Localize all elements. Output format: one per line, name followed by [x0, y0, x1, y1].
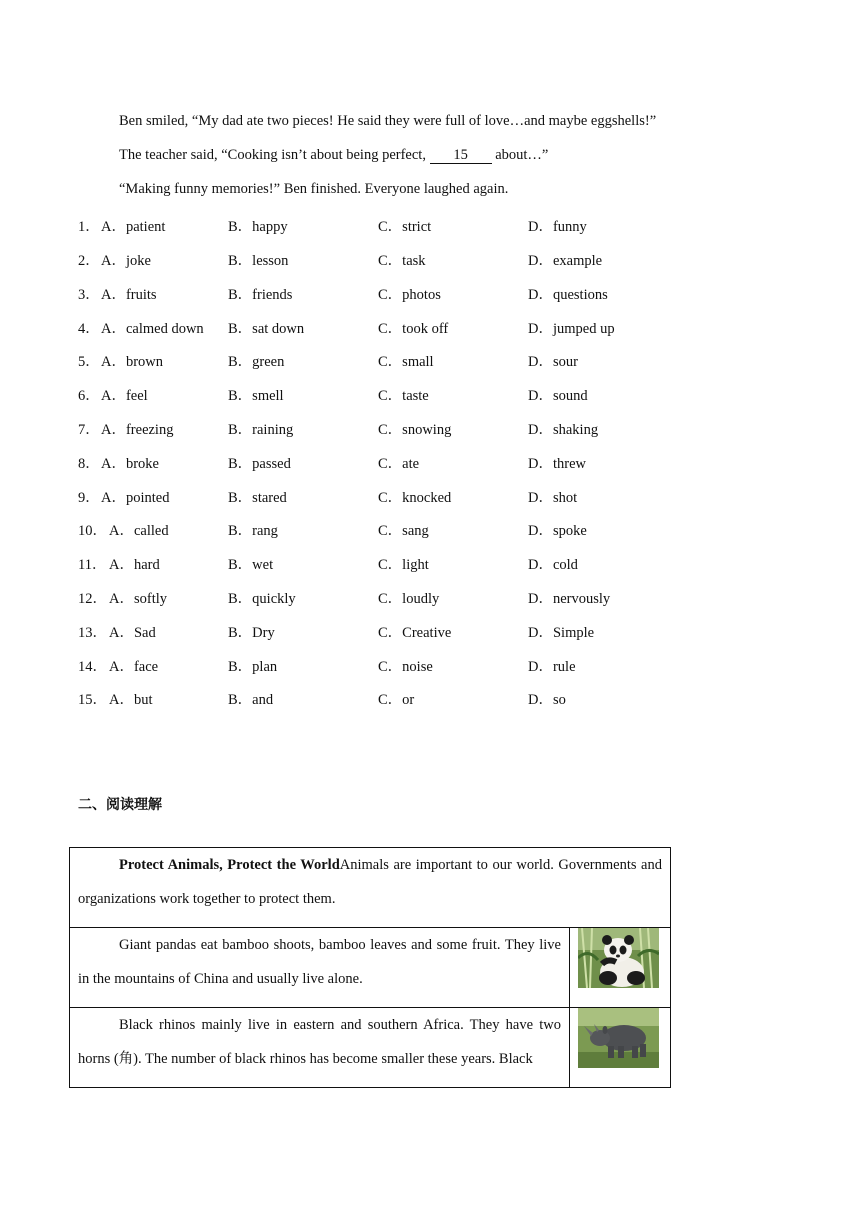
question-number: 14．	[78, 659, 107, 675]
question-row	[78, 317, 778, 337]
question-number: 8．	[78, 456, 100, 472]
option-d: D．spoke	[528, 523, 587, 539]
question-number: 1．	[78, 219, 100, 235]
option-c: C．taste	[378, 388, 429, 404]
option-a: A．but	[109, 692, 153, 708]
option-d: D．cold	[528, 557, 578, 573]
option-a: A．patient	[101, 219, 166, 235]
reading-intro: Animals are important to our world. Governments and organizations work together to protect them.	[78, 857, 662, 907]
option-a: A．Sad	[109, 625, 156, 641]
passage-line-1: Ben smiled, “My dad ate two pieces! He said they were full of love…and maybe eggshells!”	[119, 113, 657, 129]
option-c: C．sang	[378, 523, 429, 539]
question-row	[78, 688, 778, 708]
question-row	[78, 452, 778, 472]
option-a: A．freezing	[101, 422, 174, 438]
option-b: B．green	[228, 354, 285, 370]
reading-panda-row	[70, 928, 671, 1008]
option-a: A．softly	[109, 591, 167, 607]
option-d: D．example	[528, 253, 603, 269]
question-number: 7．	[78, 422, 100, 438]
option-c: C．snowing	[378, 422, 452, 438]
option-b: B．quickly	[228, 591, 296, 607]
question-row	[78, 621, 778, 641]
option-b: B．wet	[228, 557, 274, 573]
question-number: 4．	[78, 321, 100, 337]
section-title-reading: 二、阅读理解	[78, 797, 162, 813]
question-number: 12．	[78, 591, 107, 607]
option-c: C．light	[378, 557, 429, 573]
question-number: 13．	[78, 625, 107, 641]
question-number: 11．	[78, 557, 107, 573]
option-d: D．Simple	[528, 625, 595, 641]
option-c: C．loudly	[378, 591, 440, 607]
option-a: A．calmed down	[101, 321, 204, 337]
passage-line-2-pre: The teacher said, “Cooking isn’t about being perfect,	[119, 147, 426, 163]
option-c: C．task	[378, 253, 426, 269]
option-d: D．sound	[528, 388, 588, 404]
option-b: B．friends	[228, 287, 293, 303]
option-b: B．happy	[228, 219, 288, 235]
question-number: 10．	[78, 523, 107, 539]
question-row	[78, 553, 778, 573]
black-rhino-photo	[578, 1008, 659, 1068]
option-a: A．fruits	[101, 287, 157, 303]
option-a: A．broke	[101, 456, 159, 472]
option-b: B．passed	[228, 456, 291, 472]
answer-blank-15: 15	[430, 148, 492, 164]
reading-heading: Protect Animals, Protect the World	[119, 857, 340, 873]
option-c: C．photos	[378, 287, 441, 303]
question-number: 9．	[78, 490, 100, 506]
panda-image-cell	[570, 928, 671, 1008]
question-number: 6．	[78, 388, 100, 404]
question-row	[78, 283, 778, 303]
option-b: B．and	[228, 692, 274, 708]
question-row	[78, 384, 778, 404]
rhino-text: Black rhinos mainly live in eastern and southern Africa. They have two horns (角). The number of black rhinos has become smaller these years. Black	[70, 1008, 570, 1088]
option-a: A．pointed	[101, 490, 170, 506]
option-c: C．strict	[378, 219, 432, 235]
question-row	[78, 350, 778, 370]
reading-intro-cell	[70, 848, 671, 928]
option-c: C．noise	[378, 659, 433, 675]
reading-intro-row	[70, 848, 671, 928]
panda-text: Giant pandas eat bamboo shoots, bamboo leaves and some fruit. They live in the mountains of China and usually live alone.	[70, 928, 570, 1008]
reading-rhino-row	[70, 1008, 671, 1088]
question-number: 3．	[78, 287, 100, 303]
question-row	[78, 587, 778, 607]
option-b: B．sat down	[228, 321, 305, 337]
question-number: 2．	[78, 253, 100, 269]
option-c: C．ate	[378, 456, 420, 472]
option-d: D．nervously	[528, 591, 611, 607]
option-a: A．called	[109, 523, 169, 539]
option-b: B．stared	[228, 490, 287, 506]
option-d: D．funny	[528, 219, 587, 235]
question-row	[78, 655, 778, 675]
option-c: C．took off	[378, 321, 449, 337]
question-row	[78, 418, 778, 438]
option-b: B．rang	[228, 523, 278, 539]
option-c: C．or	[378, 692, 415, 708]
question-number: 15．	[78, 692, 107, 708]
option-d: D．shaking	[528, 422, 599, 438]
option-a: A．face	[109, 659, 159, 675]
option-a: A．joke	[101, 253, 151, 269]
option-d: D．jumped up	[528, 321, 615, 337]
option-d: D．questions	[528, 287, 608, 303]
passage-line-3: “Making funny memories!” Ben finished. Everyone laughed again.	[119, 181, 509, 197]
giant-panda-photo	[578, 928, 659, 988]
option-b: B．lesson	[228, 253, 289, 269]
option-c: C．Creative	[378, 625, 452, 641]
option-b: B．plan	[228, 659, 278, 675]
option-b: B．Dry	[228, 625, 275, 641]
question-row	[78, 486, 778, 506]
option-d: D．shot	[528, 490, 578, 506]
option-a: A．hard	[109, 557, 160, 573]
option-c: C．small	[378, 354, 434, 370]
option-c: C．knocked	[378, 490, 452, 506]
option-b: B．raining	[228, 422, 294, 438]
option-d: D．so	[528, 692, 566, 708]
question-number: 5．	[78, 354, 100, 370]
question-row	[78, 215, 778, 235]
reading-table	[69, 847, 671, 1088]
option-d: D．sour	[528, 354, 578, 370]
rhino-image-cell	[570, 1008, 671, 1088]
passage-line-2	[119, 147, 548, 164]
question-row	[78, 249, 778, 269]
question-row	[78, 519, 778, 539]
passage-line-2-post: about…”	[495, 147, 549, 163]
option-b: B．smell	[228, 388, 284, 404]
option-d: D．rule	[528, 659, 576, 675]
option-a: A．brown	[101, 354, 164, 370]
option-a: A．feel	[101, 388, 148, 404]
option-d: D．threw	[528, 456, 586, 472]
